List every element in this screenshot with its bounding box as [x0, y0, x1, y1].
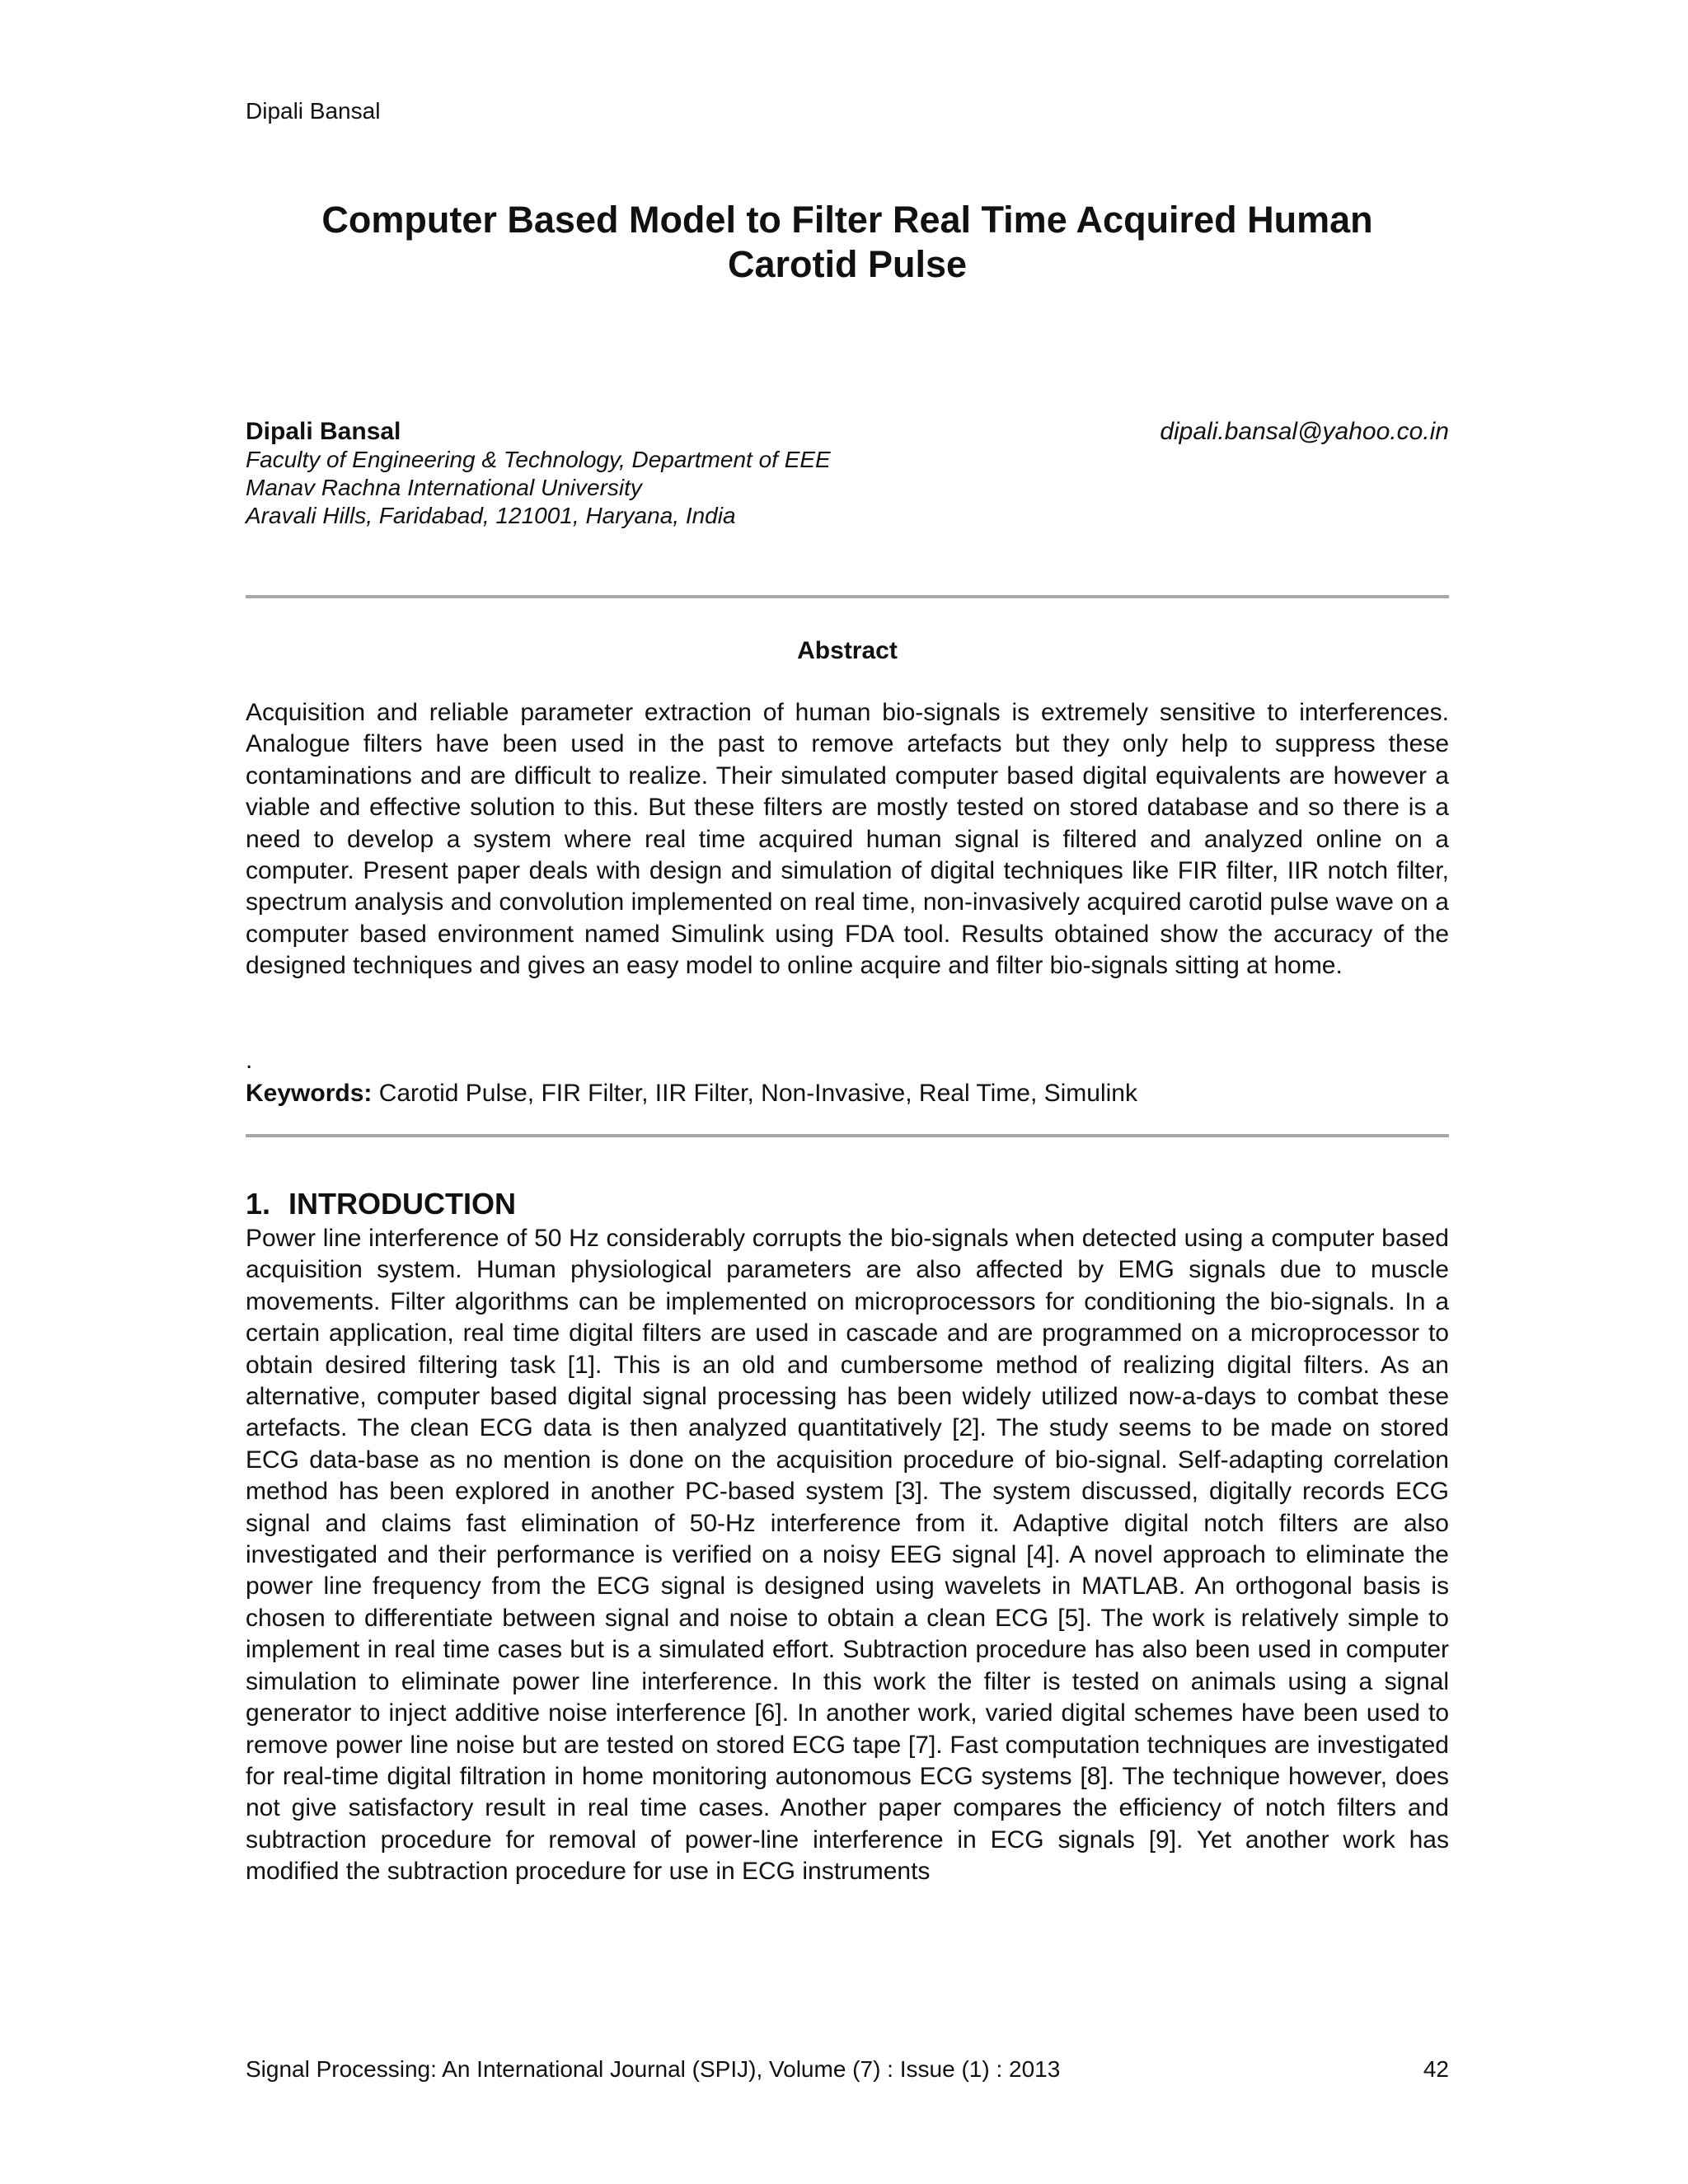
running-head: Dipali Bansal — [246, 98, 381, 124]
section-number: 1. — [246, 1187, 271, 1221]
paper-title-line-1: Computer Based Model to Filter Real Time Acquired Human — [321, 199, 1373, 241]
paper-title-line-2: Carotid Pulse — [727, 243, 968, 285]
keywords — [246, 1078, 1449, 1109]
author-block — [246, 418, 1449, 530]
abstract-text: Acquisition and reliable parameter extraction of human bio-signals is extremely sensitive to interferences. Analogue filters have been used in the past to remove artefacts but they only help to suppress these contaminations and are difficult to realize. Their simulated computer based digital equivalents are however a viable and effective solution to this. But these filters are mostly tested on stored database and so there is a need to develop a system where real time acquired human signal is filtered and analyzed online on a computer. Present paper deals with design and simulation of digital techniques like FIR filter, IIR notch filter, spectrum analysis and convolution implemented on real time, non-invasively acquired carotid pulse wave on a computer based environment named Simulink using FDA tool. Results obtained show the accuracy of the designed techniques and gives an easy model to online acquire and filter bio-signals sitting at home. — [246, 699, 1449, 980]
keywords-label: Keywords: — [246, 1080, 373, 1107]
author-affiliation-address: Aravali Hills, Faridabad, 121001, Haryana, India — [246, 503, 736, 528]
introduction-text: Power line interference of 50 Hz considerably corrupts the bio-signals when detected using a computer based acquisition system. Human physiological parameters are also affected by EMG signals due to muscle movements. Filter algorithms can be implemented on microprocessors for conditioning the bio-signals. In a certain application, real time digital filters are used in cascade and are programmed on a microprocessor to obtain desired filtering task [1]. This is an old and cumbersome method of realizing digital filters. As an alternative, computer based digital signal processing has been widely utilized now-a-days to combat these artefacts. The clean ECG data is then analyzed quantitatively [2]. The study seems to be made on stored ECG data-base as no mention is done on the acquisition procedure of bio-signal. Self-adapting correlation method has been explored in another PC-based system [3]. The system discussed, digitally records ECG signal and claims fast elimination of 50-Hz interference from it. Adaptive digital notch filters are also investigated and their performance is verified on a noisy EEG signal [4]. A novel approach to eliminate the power line frequency from the ECG signal is designed using wavelets in MATLAB. An orthogonal basis is chosen to differentiate between signal and noise to obtain a clean ECG [5]. The work is relatively simple to implement in real time cases but is a simulated effort. Subtraction procedure has also been used in computer simulation to eliminate power line interference. In this work the filter is tested on animals using a signal generator to inject additive noise interference [6]. In another work, varied digital schemes have been used to remove power line noise but are tested on stored ECG tape [7]. Fast computation techniques are investigated for real-time digital filtration in home monitoring autonomous ECG systems [8]. The technique however, does not give satisfactory result in real time cases. Another paper compares the efficiency of notch filters and subtraction procedure for removal of power-line interference in ECG signals [9]. Yet another work has modified the subtraction procedure for use in ECG instruments — [246, 1225, 1449, 1886]
abstract-heading: Abstract — [797, 637, 898, 664]
section-heading-introduction — [246, 1187, 516, 1221]
keywords-text: Carotid Pulse, FIR Filter, IIR Filter, Non-Invasive, Real Time, Simulink — [372, 1080, 1137, 1107]
footer-journal: Signal Processing: An International Journal (SPIJ), Volume (7) : Issue (1) : 2013 — [246, 2056, 1061, 2082]
section-title: INTRODUCTION — [288, 1187, 516, 1221]
footer-page-number: 42 — [1423, 2056, 1449, 2082]
author-affiliation-university: Manav Rachna International University — [246, 475, 642, 500]
abstract-trailing-dot: . — [246, 1047, 253, 1074]
divider-top — [246, 595, 1449, 598]
paper-title — [246, 198, 1449, 287]
author-name: Dipali Bansal — [246, 418, 401, 445]
author-email[interactable]: dipali.bansal@yahoo.co.in — [1160, 418, 1449, 445]
author-affiliation-department: Faculty of Engineering & Technology, Department of EEE — [246, 447, 831, 472]
divider-bottom — [246, 1134, 1449, 1137]
